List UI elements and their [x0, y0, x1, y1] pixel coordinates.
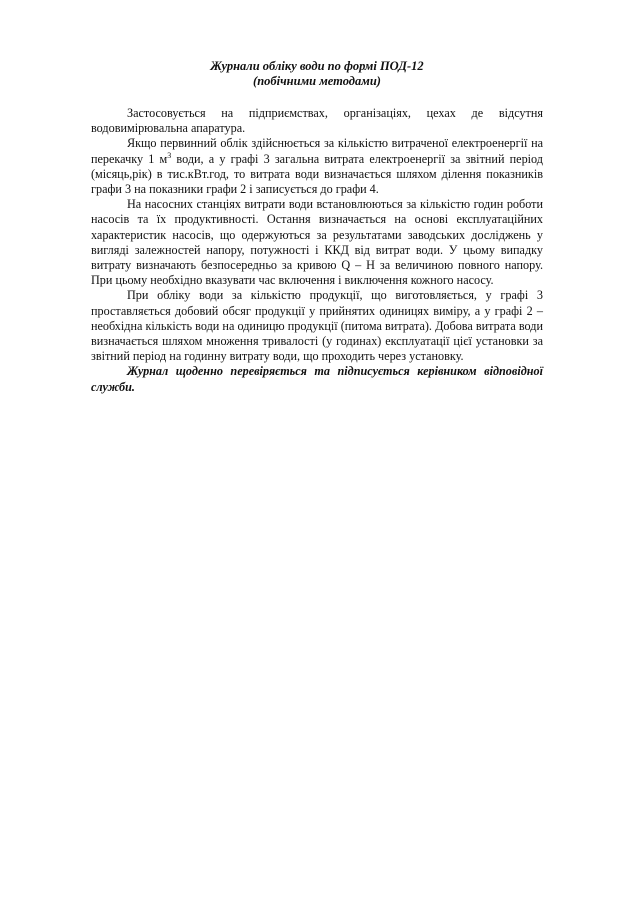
document-subtitle: (побічними методами) — [253, 74, 381, 88]
paragraph-electricity-text-start: Якщо первинний облік здійснюється за кількістю витраченої електроенергії на перекачку 1 м — [91, 136, 543, 166]
document-title: Журнали обліку води по формі ПОД-12 — [210, 59, 424, 73]
cubic-superscript: 3 — [167, 150, 172, 160]
paragraph-pump-stations: На насосних станціях витрати води встановлюються за кількістю годин роботи насосів та їх продуктивності. Остання визначається на основі експлуатаційних характеристик насосів, що одержуються за результатами заводських досліджень у вигляді залежностей напору, потужності і ККД від витрат води. У цьому випадку витрату визначають безпосередньо за кривою Q – H за величиною повного напору. При цьому необхідно вказувати час включення і виключення кожного насосу. — [91, 197, 543, 288]
paragraph-journal-check: Журнал щоденно перевіряється та підписується керівником відповідної служби. — [91, 364, 543, 394]
document-body — [91, 59, 543, 395]
paragraph-production-method: При обліку води за кількістю продукції, що виготовляється, у графі 3 проставляється добовий обсяг продукції у прийнятих одиницях виміру, а у графі 2 – необхідна кількість води на одиницю продукції (питома витрата). Добова витрата води визначається шляхом множення тривалості (у годинах) експлуатації цієї установки за звітний період на годинну витрату води, що проходить через установку. — [91, 288, 543, 364]
paragraph-electricity-text-end: води, а у графі 3 загальна витрата електроенергії за звітний період (місяць,рік) в тис.кВт.год, то витрата води визначається шляхом ділення показників графи 3 на показники графи 2 і записується до графи 4. — [91, 151, 543, 197]
paragraph-electricity-method — [91, 136, 543, 197]
paragraph-applicability: Застосовується на підприємствах, організаціях, цехах де відсутня водовимірювальна апаратура. — [91, 106, 543, 136]
